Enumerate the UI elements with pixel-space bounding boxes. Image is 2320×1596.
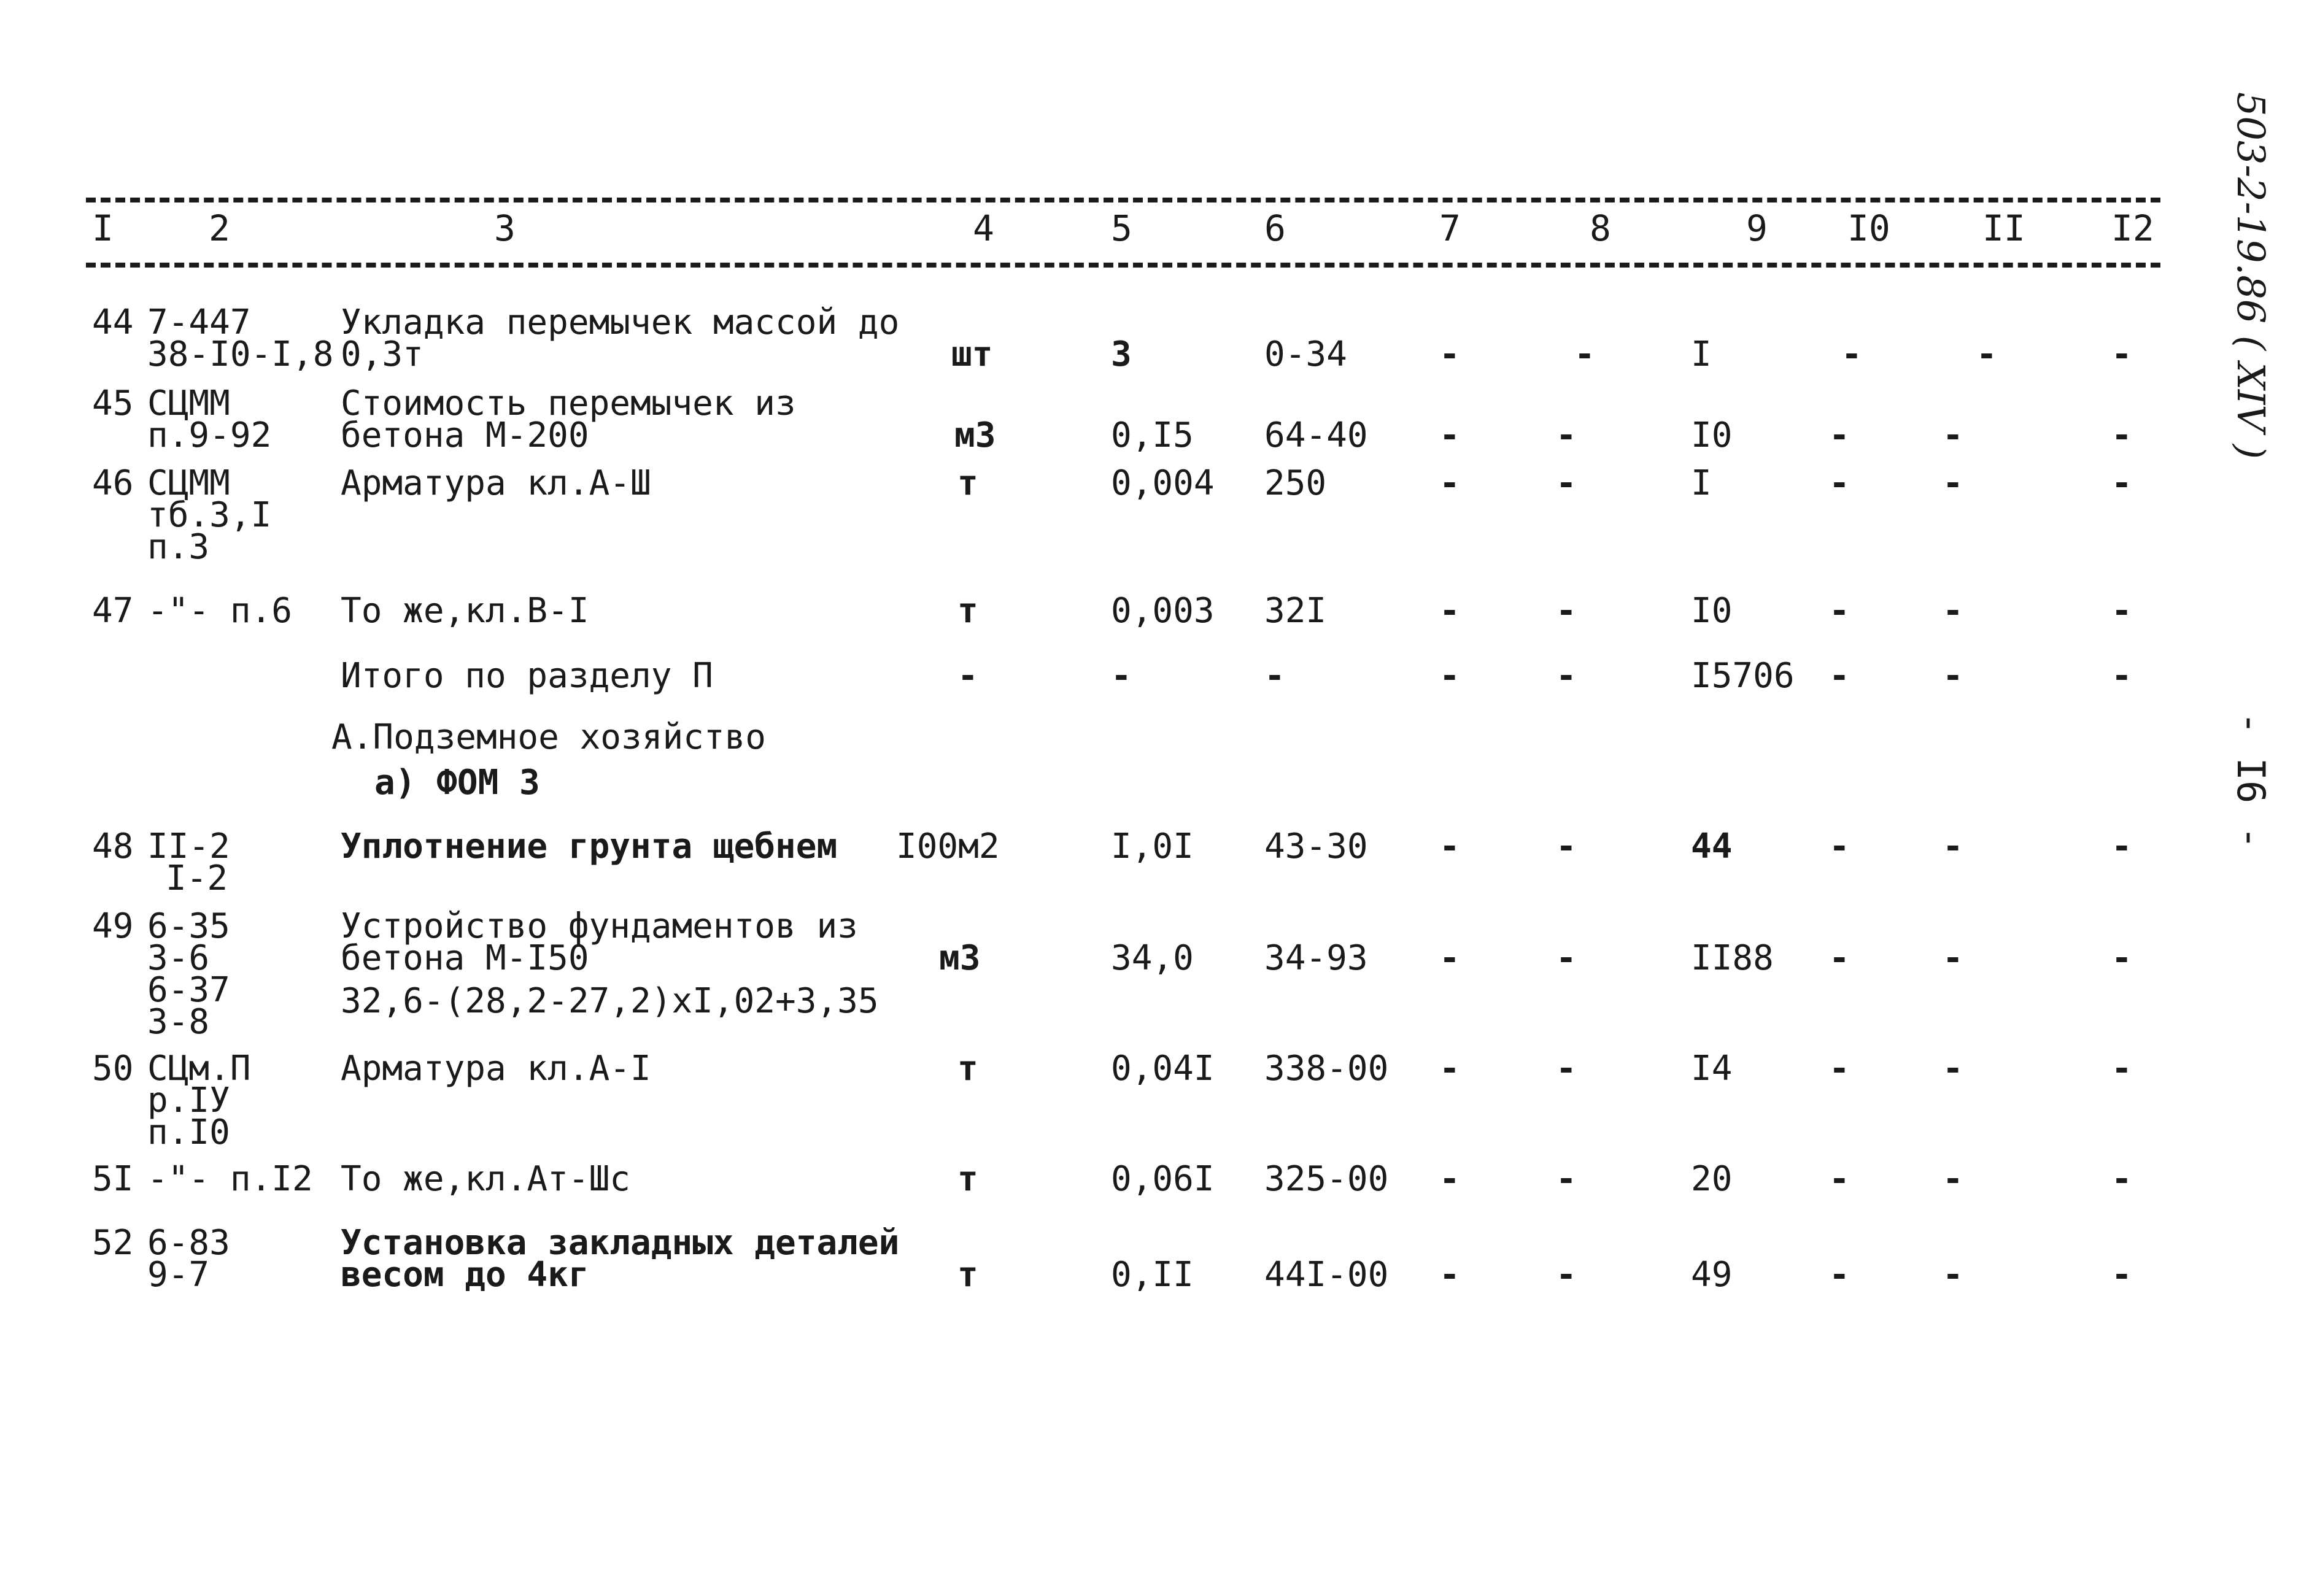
row-col8: -	[1556, 1255, 1577, 1295]
row-col9: I4	[1691, 1049, 1733, 1089]
row-code: СЦм.П	[147, 1049, 251, 1089]
row-price: 325-00	[1264, 1159, 1389, 1199]
row-col7: -	[1439, 938, 1460, 978]
row-unit: шт	[951, 334, 993, 374]
row-col12: -	[2111, 1255, 2132, 1295]
row-price: 64-40	[1264, 415, 1368, 455]
row-col10: -	[1829, 1049, 1850, 1089]
row-col7: -	[1439, 656, 1460, 696]
row-price: 338-00	[1264, 1049, 1389, 1089]
row-number: 5I	[92, 1159, 134, 1199]
row-col8: -	[1574, 334, 1595, 374]
row-col11: -	[1943, 415, 1963, 455]
col-11: II	[1982, 207, 2025, 249]
row-col9: 44	[1691, 827, 1733, 866]
row-col10: -	[1829, 827, 1850, 866]
row-code: 6-83	[147, 1223, 230, 1263]
row-code: -"- п.6	[147, 591, 293, 631]
row-col9: I	[1691, 334, 1712, 374]
row-code: тб.3,I	[147, 495, 272, 535]
col-2: 2	[209, 207, 230, 249]
row-description: Арматура кл.А-I	[341, 1049, 651, 1089]
row-col11: -	[1976, 334, 1997, 374]
row-col12: -	[2111, 334, 2132, 374]
row-col11: -	[1943, 463, 1963, 503]
row-code: II-2	[147, 827, 230, 866]
row-description: бетона М-I50	[341, 938, 589, 978]
row-col9: 20	[1691, 1159, 1733, 1199]
row-col8: -	[1556, 463, 1577, 503]
row-quantity: 3	[1111, 334, 1132, 374]
row-quantity: I,0I	[1111, 827, 1194, 866]
row-number: 49	[92, 906, 134, 946]
row-price: 32I	[1264, 591, 1327, 631]
row-col8: -	[1556, 1159, 1577, 1199]
row-col12: -	[2111, 1159, 2132, 1199]
row-col10: -	[1841, 334, 1862, 374]
row-price: 250	[1264, 463, 1327, 503]
row-col11: -	[1943, 656, 1963, 696]
row-unit: I00м2	[896, 827, 1000, 866]
col-9: 9	[1746, 207, 1768, 249]
row-col11: -	[1943, 1049, 1963, 1089]
row-col8: -	[1556, 656, 1577, 696]
row-code: СЦММ	[147, 463, 230, 503]
row-col10: -	[1829, 656, 1850, 696]
row-description: То же,кл.В-I	[341, 591, 589, 631]
row-quantity: 0,II	[1111, 1255, 1194, 1295]
row-price: 43-30	[1264, 827, 1368, 866]
col-8: 8	[1590, 207, 1611, 249]
row-quantity: 0,04I	[1111, 1049, 1215, 1089]
row-number: 50	[92, 1049, 134, 1089]
row-description: Стоимость перемычек из	[341, 384, 796, 423]
total-value: I5706	[1691, 656, 1795, 696]
row-unit: м3	[954, 415, 996, 455]
row-unit: т	[957, 1159, 978, 1199]
row-col10: -	[1829, 938, 1850, 978]
row-code: 6-35	[147, 906, 230, 946]
row-col8: -	[1556, 938, 1577, 978]
total-label: Итого по разделу П	[341, 656, 713, 696]
row-description: Уплотнение грунта щебнем	[341, 827, 838, 866]
row-code: СЦММ	[147, 384, 230, 423]
row-col8: -	[1556, 1049, 1577, 1089]
row-col7: -	[1439, 591, 1460, 631]
row-unit: м3	[939, 938, 981, 978]
row-number: 45	[92, 384, 134, 423]
row-col9: II88	[1691, 938, 1774, 978]
row-description: То же,кл.Ат-Шс	[341, 1159, 631, 1199]
side-label: 503-2-19.86 ( XIV )	[2229, 92, 2273, 460]
col-12: I2	[2111, 207, 2154, 249]
row-col12: -	[2111, 415, 2132, 455]
col-3: 3	[494, 207, 516, 249]
row-code: -"- п.I2	[147, 1159, 313, 1199]
row-code: 7-447	[147, 303, 251, 342]
row-col8: -	[1556, 827, 1577, 866]
col-1: I	[92, 207, 114, 249]
row-description: весом до 4кг	[341, 1255, 589, 1295]
row-price: -	[1264, 656, 1285, 696]
row-col11: -	[1943, 1255, 1963, 1295]
row-quantity: 0,I5	[1111, 415, 1194, 455]
row-code: п.9-92	[147, 415, 272, 455]
row-description: Устройство фундаментов из	[341, 906, 858, 946]
row-col12: -	[2111, 656, 2132, 696]
row-col7: -	[1439, 1255, 1460, 1295]
row-number: 52	[92, 1223, 134, 1263]
row-description: Установка закладных деталей	[341, 1223, 900, 1263]
row-col9: I0	[1691, 591, 1733, 631]
row-unit: т	[957, 463, 978, 503]
row-quantity: 0,003	[1111, 591, 1215, 631]
row-col10: -	[1829, 1255, 1850, 1295]
row-code: п.I0	[147, 1112, 230, 1152]
row-unit: т	[957, 1255, 978, 1295]
row-code: р.IУ	[147, 1081, 230, 1120]
row-description: Арматура кл.А-Ш	[341, 463, 651, 503]
row-quantity: 0,004	[1111, 463, 1215, 503]
row-col12: -	[2111, 1049, 2132, 1089]
row-col7: -	[1439, 1049, 1460, 1089]
row-col7: -	[1439, 415, 1460, 455]
row-code: 3-8	[147, 1002, 210, 1042]
row-col11: -	[1943, 591, 1963, 631]
row-col10: -	[1829, 1159, 1850, 1199]
row-col11: -	[1943, 827, 1963, 866]
row-col9: I0	[1691, 415, 1733, 455]
col-7: 7	[1439, 207, 1461, 249]
row-col7: -	[1439, 1159, 1460, 1199]
row-col9: I	[1691, 463, 1712, 503]
row-col11: -	[1943, 938, 1963, 978]
row-quantity: 0,06I	[1111, 1159, 1215, 1199]
row-code: 6-37	[147, 970, 230, 1010]
row-description: Укладка перемычек массой до	[341, 303, 900, 342]
row-code: 9-7	[147, 1255, 210, 1295]
row-col12: -	[2111, 591, 2132, 631]
row-col7: -	[1439, 827, 1460, 866]
col-10: I0	[1847, 207, 1890, 249]
row-col12: -	[2111, 463, 2132, 503]
row-unit: т	[957, 591, 978, 631]
row-col12: -	[2111, 938, 2132, 978]
row-col10: -	[1829, 591, 1850, 631]
section-subheading: а) ФОМ 3	[374, 763, 540, 803]
row-col10: -	[1829, 415, 1850, 455]
header-rule-bottom	[86, 263, 2160, 268]
row-description: бетона М-200	[341, 415, 589, 455]
row-code: п.3	[147, 527, 210, 567]
col-6: 6	[1264, 207, 1286, 249]
row-col11: -	[1943, 1159, 1963, 1199]
row-code: I-2	[166, 858, 228, 898]
row-col9: 49	[1691, 1255, 1733, 1295]
row-number: 48	[92, 827, 134, 866]
row-quantity: -	[1111, 656, 1132, 696]
page-number: - I6 -	[2229, 712, 2273, 849]
row-col12: -	[2111, 827, 2132, 866]
row-col10: -	[1829, 463, 1850, 503]
row-price: 0-34	[1264, 334, 1347, 374]
row-quantity: 34,0	[1111, 938, 1194, 978]
col-4: 4	[973, 207, 994, 249]
row-col8: -	[1556, 415, 1577, 455]
row-number: 47	[92, 591, 134, 631]
row-col7: -	[1439, 334, 1460, 374]
section-heading: А.Подземное хозяйство	[331, 717, 767, 757]
row-price: 44I-00	[1264, 1255, 1389, 1295]
row-code: 3-6	[147, 938, 210, 978]
row-col7: -	[1439, 463, 1460, 503]
row-code: 38-I0-I,8	[147, 334, 334, 374]
header-rule-top	[86, 198, 2160, 202]
row-number: 46	[92, 463, 134, 503]
row-price: 34-93	[1264, 938, 1368, 978]
col-5: 5	[1111, 207, 1132, 249]
row-unit: -	[957, 656, 978, 696]
row-col8: -	[1556, 591, 1577, 631]
row-number: 44	[92, 303, 134, 342]
row-description: 0,3т	[341, 334, 423, 374]
row-unit: т	[957, 1049, 978, 1089]
row-formula: 32,6-(28,2-27,2)хI,02+3,35	[341, 981, 879, 1021]
